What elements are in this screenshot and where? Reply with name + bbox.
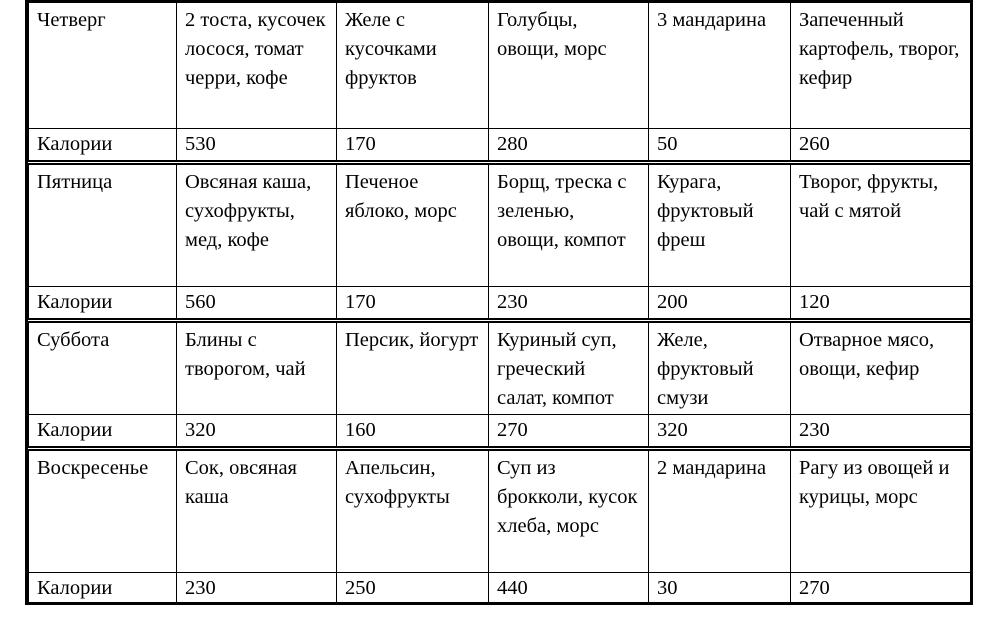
day-name: Пятница <box>29 163 177 287</box>
meal-cell: Куриный суп, греческий салат, компот <box>489 321 649 415</box>
calories-label: Калории <box>29 573 177 605</box>
meal-cell: Овсяная каша, сухофрукты, мед, кофе <box>177 163 337 287</box>
meal-cell: Борщ, треска с зеленью, овощи, компот <box>489 163 649 287</box>
meal-cell: Курага, фруктовый фреш <box>649 163 791 287</box>
day-name: Воскресенье <box>29 449 177 573</box>
calories-value: 270 <box>791 573 971 605</box>
calories-value: 230 <box>177 573 337 605</box>
calories-value: 260 <box>791 129 971 163</box>
calories-value: 200 <box>649 287 791 321</box>
calories-value: 530 <box>177 129 337 163</box>
calories-value: 320 <box>177 415 337 449</box>
day-row-friday <box>29 163 971 287</box>
meal-cell: 3 мандарина <box>649 2 791 129</box>
meal-cell: Желе, фруктовый смузи <box>649 321 791 415</box>
meal-cell: 2 мандарина <box>649 449 791 573</box>
calories-value: 30 <box>649 573 791 605</box>
calories-value: 320 <box>649 415 791 449</box>
calories-value: 120 <box>791 287 971 321</box>
day-name: Четверг <box>29 2 177 129</box>
meal-cell: Отварное мясо, овощи, кефир <box>791 321 971 415</box>
calories-row-sunday <box>29 573 971 605</box>
meal-cell: Запеченный картофель, творог, кефир <box>791 2 971 129</box>
meal-cell: Апельсин, сухофрукты <box>337 449 489 573</box>
calories-row-thursday <box>29 129 971 163</box>
calories-value: 270 <box>489 415 649 449</box>
calories-value: 50 <box>649 129 791 163</box>
calories-value: 250 <box>337 573 489 605</box>
calories-value: 230 <box>489 287 649 321</box>
meal-cell: Блины с творогом, чай <box>177 321 337 415</box>
calories-row-friday <box>29 287 971 321</box>
calories-row-saturday <box>29 415 971 449</box>
meal-cell: Суп из брокколи, кусок хлеба, морс <box>489 449 649 573</box>
day-row-saturday <box>29 321 971 415</box>
calories-value: 440 <box>489 573 649 605</box>
day-name: Суббота <box>29 321 177 415</box>
calories-value: 170 <box>337 129 489 163</box>
meal-cell: Рагу из овощей и курицы, морс <box>791 449 971 573</box>
calories-value: 280 <box>489 129 649 163</box>
calories-value: 560 <box>177 287 337 321</box>
day-row-thursday <box>29 2 971 129</box>
calories-value: 170 <box>337 287 489 321</box>
meal-cell: Голубцы, овощи, морс <box>489 2 649 129</box>
meal-cell: Персик, йогурт <box>337 321 489 415</box>
meal-cell: Творог, фрукты, чай с мятой <box>791 163 971 287</box>
meal-cell: Сок, овсяная каша <box>177 449 337 573</box>
calories-value: 160 <box>337 415 489 449</box>
calories-label: Калории <box>29 129 177 163</box>
meal-cell: Желе с кусочками фруктов <box>337 2 489 129</box>
meal-cell: Печеное яблоко, морс <box>337 163 489 287</box>
meal-cell: 2 тоста, кусочек лосося, томат черри, кофе <box>177 2 337 129</box>
calories-label: Калории <box>29 415 177 449</box>
day-row-sunday <box>29 449 971 573</box>
calories-value: 230 <box>791 415 971 449</box>
meal-plan-table <box>28 0 971 605</box>
calories-label: Калории <box>29 287 177 321</box>
